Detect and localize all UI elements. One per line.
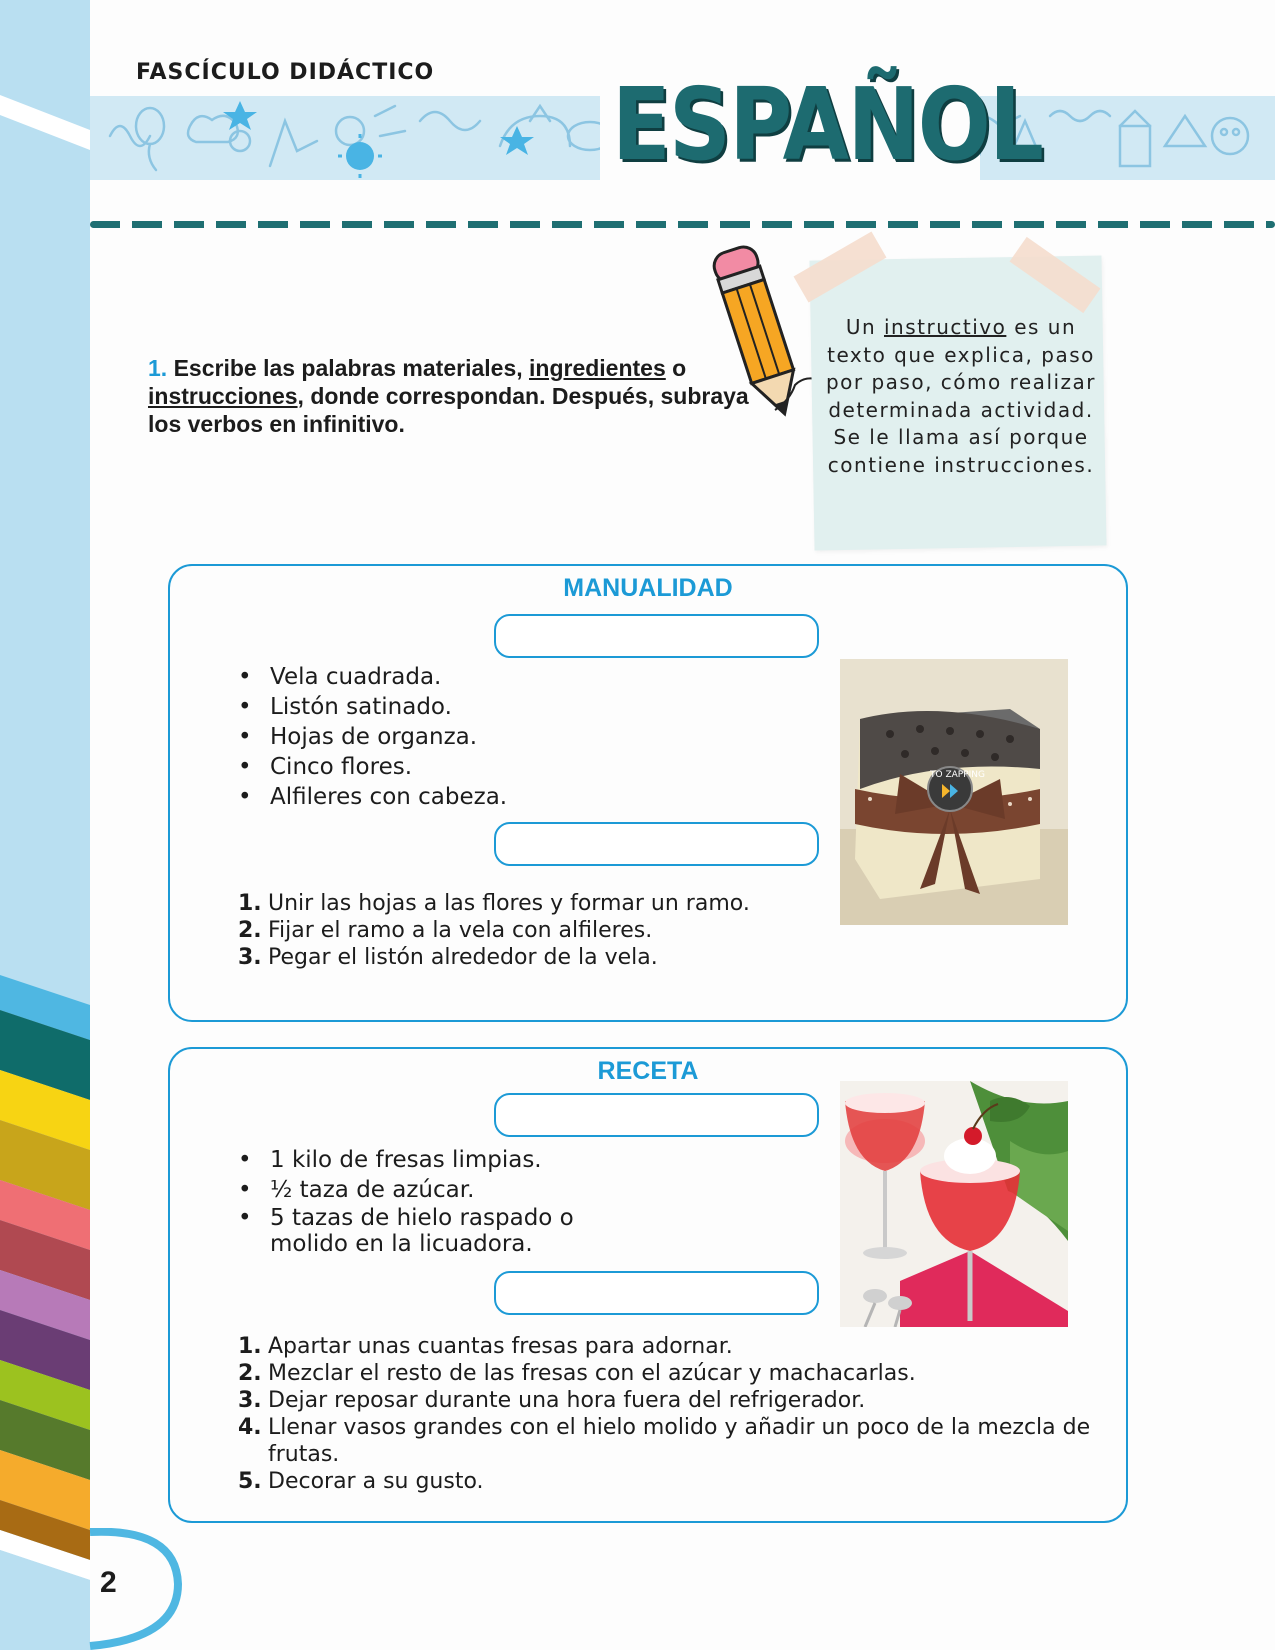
step-item bbox=[238, 1360, 1098, 1387]
word-ingredientes: ingredientes bbox=[529, 355, 666, 381]
list-item: • 1 kilo de fresas limpias. bbox=[238, 1145, 608, 1175]
list-item: • Vela cuadrada. bbox=[238, 662, 507, 692]
step-text: Llenar vasos grandes con el hielo molido y añadir un poco de la mezcla de frutas. bbox=[268, 1415, 1091, 1467]
activity-text-2: o bbox=[665, 355, 687, 381]
step-text: Unir las hojas a las flores y formar un ramo. bbox=[268, 891, 750, 916]
step-number: 2. bbox=[238, 1361, 262, 1386]
manualidad-steps-list bbox=[238, 890, 750, 971]
list-item: • Hojas de organza. bbox=[238, 722, 507, 752]
step-text: Mezclar el resto de las fresas con el azúcar y machacarlas. bbox=[268, 1361, 916, 1386]
subject-title: ESPAÑOL bbox=[612, 66, 1043, 183]
list-item: • Listón satinado. bbox=[238, 692, 507, 722]
receta-card bbox=[168, 1047, 1128, 1523]
manualidad-title: MANUALIDAD bbox=[563, 574, 733, 602]
step-text: Fijar el ramo a la vela con alfileres. bbox=[268, 918, 653, 943]
activity-number: 1. bbox=[148, 355, 168, 381]
step-text: Pegar el listón alrededor de la vela. bbox=[268, 945, 658, 970]
note-text-post: es un texto que explica, paso por paso, cómo realizar determinada actividad. Se le llama así porque contiene instrucciones. bbox=[825, 315, 1097, 477]
step-number: 2. bbox=[238, 918, 262, 943]
step-number: 4. bbox=[238, 1415, 262, 1440]
receta-ingredients-list bbox=[238, 1145, 608, 1257]
receta-steps-list bbox=[238, 1333, 1098, 1495]
list-item: • ½ taza de azúcar. bbox=[238, 1175, 608, 1205]
left-color-strip bbox=[0, 0, 90, 1650]
list-item: • Alfileres con cabeza. bbox=[238, 782, 507, 812]
photo-label: TO ZAPPING bbox=[930, 770, 985, 780]
word-instrucciones: instrucciones bbox=[148, 383, 298, 409]
activity-text-3: , donde correspondan. Después, subraya los verbos en infinitivo. bbox=[148, 383, 749, 437]
note-definition bbox=[816, 314, 1106, 479]
step-item bbox=[238, 917, 750, 944]
step-item bbox=[238, 1414, 1098, 1468]
receta-blank-ingredients[interactable] bbox=[494, 1093, 819, 1137]
step-item bbox=[238, 944, 750, 971]
step-item bbox=[238, 1468, 1098, 1495]
manualidad-blank-instructions[interactable] bbox=[494, 822, 819, 866]
step-number: 5. bbox=[238, 1469, 262, 1494]
step-number: 1. bbox=[238, 1334, 262, 1359]
step-number: 3. bbox=[238, 1388, 262, 1413]
fascicle-label: FASCÍCULO DIDÁCTICO bbox=[136, 60, 435, 85]
step-item bbox=[238, 890, 750, 917]
activity-text-1: Escribe las palabras materiales, bbox=[167, 355, 530, 381]
dessert-photo bbox=[840, 1081, 1068, 1327]
page-number: 2 bbox=[100, 1566, 117, 1599]
step-text: Decorar a su gusto. bbox=[268, 1469, 484, 1494]
step-number: 1. bbox=[238, 891, 262, 916]
dashed-divider bbox=[90, 221, 1275, 228]
step-number: 3. bbox=[238, 945, 262, 970]
manualidad-card bbox=[168, 564, 1128, 1022]
step-text: Dejar reposar durante una hora fuera del refrigerador. bbox=[268, 1388, 866, 1413]
activity-instruction bbox=[148, 354, 768, 438]
step-text: Apartar unas cuantas fresas para adornar. bbox=[268, 1334, 733, 1359]
list-item: • 5 tazas de hielo raspado o molido en la licuadora. bbox=[238, 1205, 608, 1257]
manualidad-materials-list bbox=[238, 662, 507, 812]
candle-photo bbox=[840, 659, 1068, 925]
step-item bbox=[238, 1387, 1098, 1414]
receta-blank-instructions[interactable] bbox=[494, 1271, 819, 1315]
receta-title: RECETA bbox=[597, 1057, 699, 1085]
step-item bbox=[238, 1333, 1098, 1360]
note-text-pre: Un bbox=[845, 315, 884, 339]
note-keyword: instructivo bbox=[884, 315, 1007, 339]
list-item: • Cinco flores. bbox=[238, 752, 507, 782]
manualidad-blank-materials[interactable] bbox=[494, 614, 819, 658]
